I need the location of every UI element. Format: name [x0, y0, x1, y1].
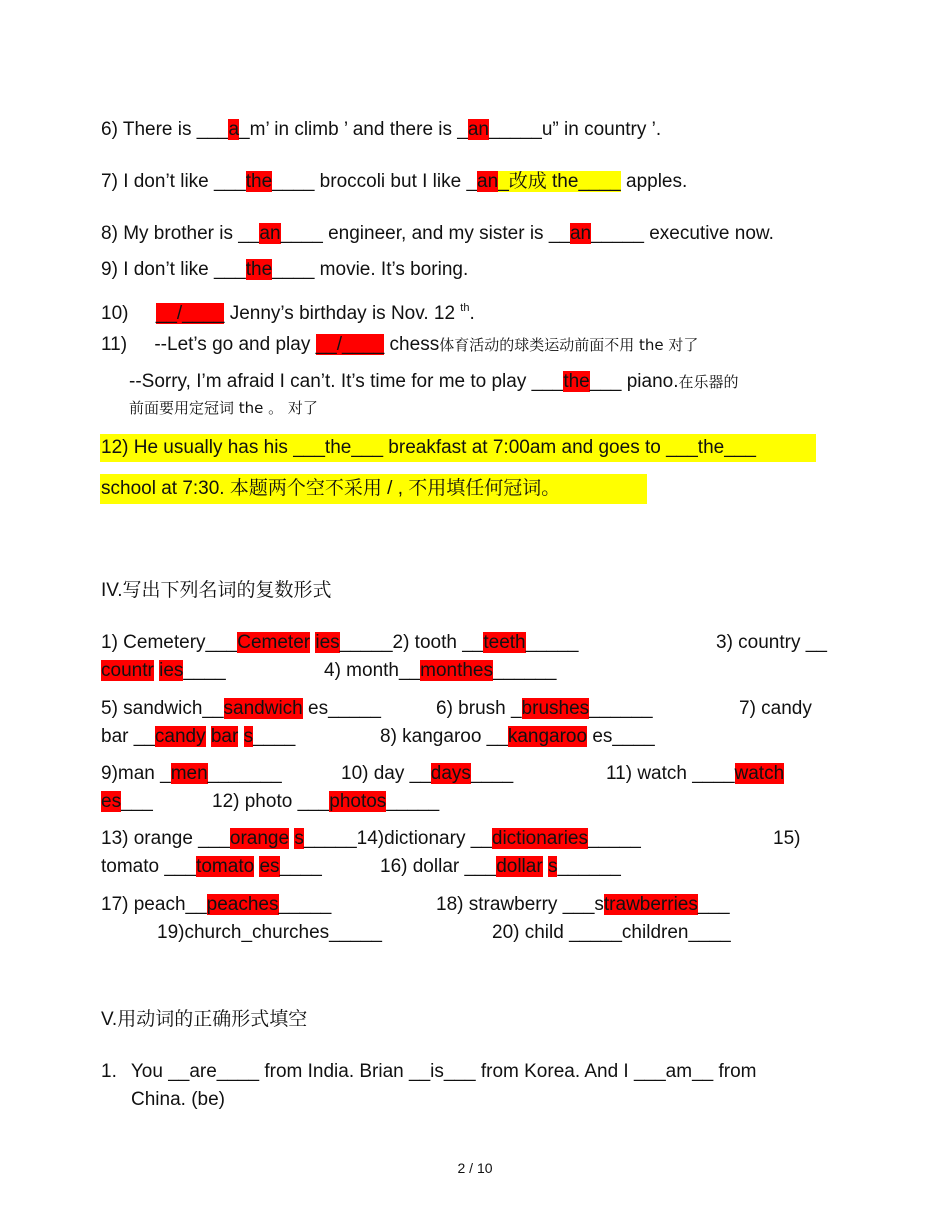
answer-highlight: the: [563, 371, 590, 392]
answer-highlight: peaches: [206, 894, 279, 915]
answer-highlight: orange: [229, 828, 290, 849]
answer-highlight: teeth: [483, 632, 526, 653]
plural-line-3: 5) sandwich__sandwich es_____: [101, 698, 381, 719]
answer-highlight: the: [245, 259, 273, 280]
question-11-reply: --Sorry, I’m afraid I can’t. It’s time for me to play ___the___ piano.在乐器的: [129, 371, 739, 392]
answer-highlight: tomato: [196, 856, 255, 877]
plural-item-19: 19)church_churches_____: [157, 922, 382, 943]
plural-item-16: 16) dollar ___dollar s______: [380, 856, 621, 877]
answer-highlight: es: [101, 791, 122, 812]
verb-question-1: 1. You __are____ from India. Brian __is___ from Korea. And I ___am__ from: [101, 1061, 757, 1082]
plural-item-7: 7) candy: [739, 698, 812, 719]
answer-highlight: an: [477, 171, 499, 192]
answer-highlight: an: [259, 223, 281, 244]
answer-highlight: ies: [315, 632, 340, 653]
question-6: 6) There is ___a_m’ in climb ’ and there is _an_____u” in country ’.: [101, 119, 662, 140]
answer-highlight: bar: [210, 726, 239, 747]
answer-highlight: days: [430, 763, 471, 784]
answer-highlight: trawberries: [603, 894, 698, 915]
plural-line-2: countr ies____: [101, 660, 226, 681]
plural-item-8: 8) kangaroo __kangaroo es____: [380, 726, 655, 747]
answer-highlight: brushes: [521, 698, 590, 719]
plural-item-3: 3) country __: [716, 632, 827, 653]
answer-highlight: men: [170, 763, 208, 784]
plural-item-12: 12) photo ___photos_____: [212, 791, 440, 812]
answer-highlight: __/____: [155, 303, 225, 324]
answer-highlight: candy: [154, 726, 206, 747]
section-5-title: V.用动词的正确形式填空: [101, 1009, 308, 1030]
answer-highlight: sandwich: [223, 698, 303, 719]
teacher-note: 在乐器的: [678, 373, 739, 391]
answer-highlight: s: [547, 856, 558, 877]
plural-item-20: 20) child _____children____: [492, 922, 731, 943]
page-number: 2 / 10: [457, 1160, 493, 1176]
answer-highlight: dollar: [496, 856, 543, 877]
question-7: 7) I don’t like ___the____ broccoli but I like _an_改成 the____ apples.: [101, 171, 688, 192]
answer-highlight: Cemeter: [237, 632, 311, 653]
answer-highlight: s: [243, 726, 254, 747]
question-8: 8) My brother is __an____ engineer, and my sister is __an_____ executive now.: [101, 223, 774, 244]
answer-highlight: countr: [101, 660, 154, 681]
answer-highlight: kangaroo: [507, 726, 588, 747]
answer-highlight: ies: [159, 660, 184, 681]
answer-highlight: photos: [329, 791, 387, 812]
plural-item-11: 11) watch ____watch: [606, 763, 785, 784]
teacher-note: 前面要用定冠词 the 。 对了: [129, 399, 318, 417]
plural-line-6: es___: [101, 791, 153, 812]
question-12-line1: 12) He usually has his ___the___ breakfast at 7:00am and goes to ___the___: [101, 437, 756, 458]
plural-item-15: 15): [773, 828, 801, 849]
plural-item-18: 18) strawberry ___strawberries___: [436, 894, 730, 915]
question-10: 10) __/____ Jenny’s birthday is Nov. 12 $^{th}$.: [101, 302, 475, 324]
plural-line-4: bar __candy bar s____: [101, 726, 296, 747]
answer-highlight: monthes: [420, 660, 493, 681]
question-9: 9) I don’t like ___the____ movie. It’s boring.: [101, 259, 469, 280]
answer-highlight: an: [569, 223, 592, 244]
answer-highlight: s: [294, 828, 304, 849]
plural-item-10: 10) day __days____: [341, 763, 514, 784]
answer-highlight: watch: [734, 763, 785, 784]
answer-highlight: dictionaries: [491, 828, 588, 849]
plural-line-7: 13) orange ___orange s_____14)dictionary __dictionaries_____: [101, 828, 641, 849]
question-11: 11) --Let’s go and play __/____ chess体育活动的球类运动前面不用 the 对了: [101, 334, 699, 355]
section-4-title: IV.写出下列名词的复数形式: [101, 580, 332, 601]
plural-line-1: 1) Cemetery___Cemeter ies_____2) tooth __teeth_____: [101, 632, 579, 653]
question-12-line2: school at 7:30. 本题两个空不采用 / , 不用填任何冠词。: [101, 478, 561, 499]
plural-line-5: 9)man _men_______: [101, 763, 282, 784]
verb-question-1-cont: China. (be): [131, 1089, 225, 1110]
answer-highlight: es: [259, 856, 280, 877]
plural-item-4: 4) month__monthes______: [324, 660, 557, 681]
answer-highlight: __/____: [315, 334, 385, 355]
teacher-note: 体育活动的球类运动前面不用 the 对了: [439, 336, 699, 354]
plural-line-8: tomato ___tomato es____: [101, 856, 322, 877]
answer-highlight: the: [245, 171, 273, 192]
plural-item-6: 6) brush _brushes______: [436, 698, 653, 719]
correction-highlight: _改成 the____: [498, 171, 621, 192]
answer-highlight: an: [467, 119, 489, 140]
answer-highlight: a: [228, 119, 240, 140]
plural-line-9: 17) peach__peaches_____: [101, 894, 332, 915]
